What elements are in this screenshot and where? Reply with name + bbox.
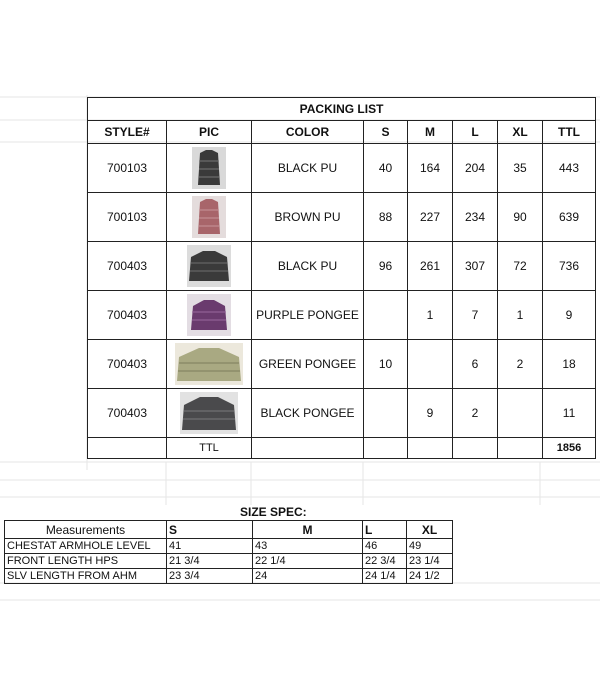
header-m: M [408, 121, 453, 144]
spec-label: SLV LENGTH FROM AHM [5, 569, 167, 584]
pic-cell [167, 389, 252, 438]
color-cell: BLACK PU [252, 242, 364, 291]
pic-cell [167, 340, 252, 389]
spec-header-xl: XL [407, 521, 453, 539]
spec-s: 21 3/4 [167, 554, 253, 569]
header-xl: XL [498, 121, 543, 144]
color-cell: BROWN PU [252, 193, 364, 242]
packing-list-title: PACKING LIST [88, 98, 596, 121]
table-row [88, 193, 596, 242]
spec-xl: 49 [407, 539, 453, 554]
color-cell: BLACK PU [252, 144, 364, 193]
qty-s: 96 [364, 242, 408, 291]
black-jacket-icon [187, 245, 231, 287]
spec-header-measurements: Measurements [5, 521, 167, 539]
spec-label: FRONT LENGTH HPS [5, 554, 167, 569]
spec-l: 24 1/4 [363, 569, 407, 584]
qty-s [364, 291, 408, 340]
qty-ttl: 736 [543, 242, 596, 291]
purple-jacket-icon [187, 294, 231, 336]
qty-m: 1 [408, 291, 453, 340]
spec-xl: 23 1/4 [407, 554, 453, 569]
qty-m: 164 [408, 144, 453, 193]
pic-cell [167, 291, 252, 340]
table-row [88, 291, 596, 340]
color-cell: PURPLE PONGEE [252, 291, 364, 340]
qty-l: 2 [453, 389, 498, 438]
style-cell: 700403 [88, 340, 167, 389]
qty-ttl: 18 [543, 340, 596, 389]
qty-s [364, 389, 408, 438]
qty-ttl: 11 [543, 389, 596, 438]
qty-l: 7 [453, 291, 498, 340]
qty-s: 40 [364, 144, 408, 193]
black-vest-icon [192, 147, 226, 189]
qty-l: 234 [453, 193, 498, 242]
header-l: L [453, 121, 498, 144]
qty-l: 204 [453, 144, 498, 193]
spec-row [5, 539, 453, 554]
qty-ttl: 443 [543, 144, 596, 193]
table-row [88, 242, 596, 291]
pic-cell [167, 193, 252, 242]
style-cell: 700403 [88, 242, 167, 291]
total-row [88, 438, 596, 459]
table-row [88, 144, 596, 193]
qty-xl: 35 [498, 144, 543, 193]
qty-m: 227 [408, 193, 453, 242]
spec-row [5, 554, 453, 569]
qty-m [408, 340, 453, 389]
header-style: STYLE# [88, 121, 167, 144]
spec-m: 22 1/4 [253, 554, 363, 569]
qty-xl: 72 [498, 242, 543, 291]
packing-list-table [87, 97, 596, 459]
spec-l: 22 3/4 [363, 554, 407, 569]
spec-header-m: M [253, 521, 363, 539]
qty-ttl: 639 [543, 193, 596, 242]
qty-xl: 1 [498, 291, 543, 340]
color-cell: BLACK PONGEE [252, 389, 364, 438]
spec-header-s: S [167, 521, 253, 539]
header-s: S [364, 121, 408, 144]
header-pic: PIC [167, 121, 252, 144]
spec-xl: 24 1/2 [407, 569, 453, 584]
grand-total: 1856 [543, 438, 596, 459]
qty-s: 10 [364, 340, 408, 389]
spec-l: 46 [363, 539, 407, 554]
qty-xl: 90 [498, 193, 543, 242]
total-label: TTL [167, 438, 252, 459]
brown-vest-icon [192, 196, 226, 238]
spec-header-l: L [363, 521, 407, 539]
grey-jacket-icon [180, 392, 238, 434]
table-row [88, 340, 596, 389]
spec-row [5, 569, 453, 584]
qty-ttl: 9 [543, 291, 596, 340]
qty-m: 9 [408, 389, 453, 438]
header-color: COLOR [252, 121, 364, 144]
header-ttl: TTL [543, 121, 596, 144]
style-cell: 700403 [88, 291, 167, 340]
pic-cell [167, 242, 252, 291]
pic-cell [167, 144, 252, 193]
color-cell: GREEN PONGEE [252, 340, 364, 389]
qty-l: 6 [453, 340, 498, 389]
spec-s: 41 [167, 539, 253, 554]
table-row [88, 389, 596, 438]
spec-label: CHESTAT ARMHOLE LEVEL [5, 539, 167, 554]
qty-m: 261 [408, 242, 453, 291]
qty-s: 88 [364, 193, 408, 242]
style-cell: 700103 [88, 144, 167, 193]
style-cell: 700403 [88, 389, 167, 438]
qty-xl [498, 389, 543, 438]
qty-xl: 2 [498, 340, 543, 389]
green-jacket-icon [175, 343, 243, 385]
spec-m: 43 [253, 539, 363, 554]
spec-s: 23 3/4 [167, 569, 253, 584]
qty-l: 307 [453, 242, 498, 291]
size-spec-table [4, 520, 453, 584]
spec-m: 24 [253, 569, 363, 584]
size-spec-title: SIZE SPEC: [240, 505, 307, 519]
style-cell: 700103 [88, 193, 167, 242]
